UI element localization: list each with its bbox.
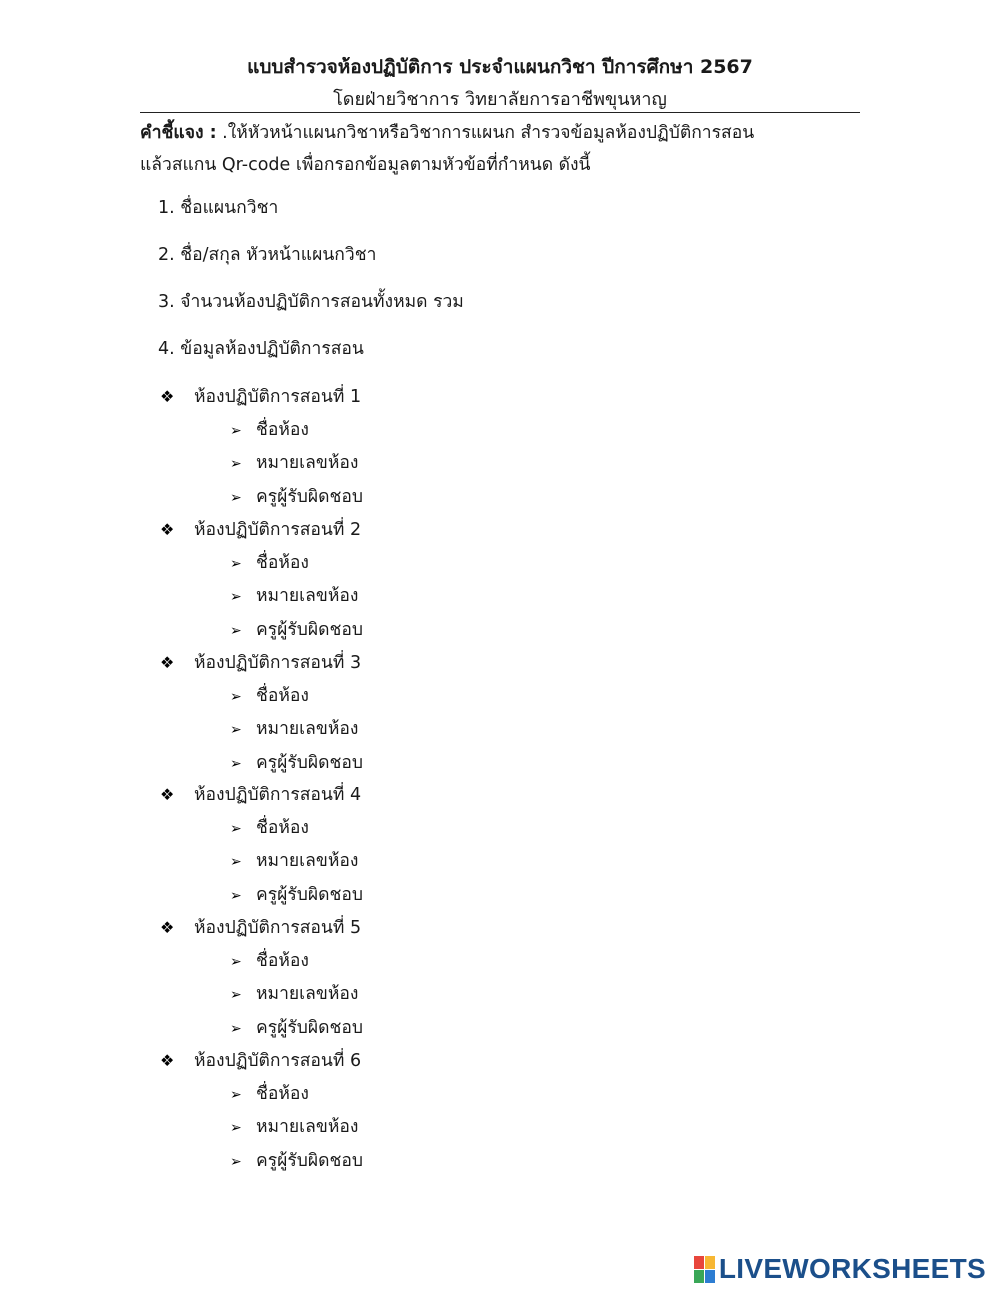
- room-teacher-field: [230, 1016, 363, 1041]
- room-number-field: [230, 584, 358, 609]
- room-name-field: [230, 1082, 309, 1107]
- room-field-label: หมายเลขห้อง: [256, 719, 359, 739]
- room-number-field: [230, 451, 358, 476]
- arrow-bullet-icon: ➢: [230, 623, 242, 639]
- room-number-field: [230, 717, 358, 742]
- arrow-bullet-icon: ➢: [230, 987, 242, 1003]
- diamond-bullet-icon: ❖: [160, 918, 175, 937]
- list-item-room-count: 3. จำนวนห้องปฏิบัติการสอนทั้งหมด รวม: [158, 292, 464, 312]
- arrow-bullet-icon: ➢: [230, 888, 242, 904]
- arrow-bullet-icon: ➢: [230, 756, 242, 772]
- room-heading-6: [160, 1049, 361, 1073]
- document-subtitle: โดยฝ่ายวิชาการ วิทยาลัยการอาชีพขุนหาญ: [333, 89, 667, 110]
- list-item-room-info: 4. ข้อมูลห้องปฏิบัติการสอน: [158, 339, 364, 359]
- arrow-bullet-icon: ➢: [230, 1087, 242, 1103]
- room-number-field: [230, 1115, 358, 1140]
- room-heading-3: [160, 651, 361, 675]
- room-heading-4: [160, 783, 361, 807]
- logo-square-blue: [705, 1270, 715, 1283]
- room-heading-label: ห้องปฏิบัติการสอนที่ 6: [194, 1051, 362, 1071]
- room-name-field: [230, 551, 309, 576]
- room-field-label: ครูผู้รับผิดชอบ: [256, 620, 363, 640]
- diamond-bullet-icon: ❖: [160, 387, 175, 406]
- room-field-label: หมายเลขห้อง: [256, 586, 359, 606]
- room-name-field: [230, 949, 309, 974]
- room-heading-5: [160, 916, 361, 940]
- room-teacher-field: [230, 1149, 363, 1174]
- instructions-text-line1: .ให้หัวหน้าแผนกวิชาหรือวิชาการแผนก สำรวจข้อมูลห้องปฏิบัติการสอน: [216, 123, 755, 143]
- room-number-field: [230, 849, 358, 874]
- room-field-label: ชื่อห้อง: [256, 951, 309, 971]
- diamond-bullet-icon: ❖: [160, 1051, 175, 1070]
- room-number-field: [230, 982, 358, 1007]
- room-field-label: ครูผู้รับผิดชอบ: [256, 487, 363, 507]
- room-field-label: หมายเลขห้อง: [256, 1117, 359, 1137]
- list-item-department: 1. ชื่อแผนกวิชา: [158, 198, 279, 218]
- diamond-bullet-icon: ❖: [160, 653, 175, 672]
- room-teacher-field: [230, 485, 363, 510]
- document-title: แบบสำรวจห้องปฏิบัติการ ประจำแผนกวิชา ปีการศึกษา 2567: [247, 56, 753, 78]
- room-name-field: [230, 418, 309, 443]
- room-field-label: ครูผู้รับผิดชอบ: [256, 1151, 363, 1171]
- arrow-bullet-icon: ➢: [230, 556, 242, 572]
- arrow-bullet-icon: ➢: [230, 1154, 242, 1170]
- room-heading-label: ห้องปฏิบัติการสอนที่ 5: [194, 918, 362, 938]
- logo-square-red: [694, 1256, 704, 1269]
- logo-mark-icon: [694, 1256, 715, 1283]
- room-teacher-field: [230, 618, 363, 643]
- arrow-bullet-icon: ➢: [230, 854, 242, 870]
- room-heading-label: ห้องปฏิบัติการสอนที่ 3: [194, 653, 362, 673]
- logo-square-yellow: [705, 1256, 715, 1269]
- room-teacher-field: [230, 751, 363, 776]
- instructions-text-line2: แล้วสแกน Qr-code เพื่อกรอกข้อมูลตามหัวข้อที่กำหนด ดังนี้: [140, 155, 591, 175]
- list-item-head-name: 2. ชื่อ/สกุล หัวหน้าแผนกวิชา: [158, 245, 377, 265]
- arrow-bullet-icon: ➢: [230, 490, 242, 506]
- room-field-label: ชื่อห้อง: [256, 1084, 309, 1104]
- room-field-label: หมายเลขห้อง: [256, 851, 359, 871]
- arrow-bullet-icon: ➢: [230, 1021, 242, 1037]
- room-teacher-field: [230, 883, 363, 908]
- room-heading-label: ห้องปฏิบัติการสอนที่ 1: [194, 387, 362, 407]
- room-field-label: ชื่อห้อง: [256, 553, 309, 573]
- room-field-label: ชื่อห้อง: [256, 420, 309, 440]
- arrow-bullet-icon: ➢: [230, 722, 242, 738]
- room-field-label: ครูผู้รับผิดชอบ: [256, 753, 363, 773]
- room-heading-label: ห้องปฏิบัติการสอนที่ 2: [194, 520, 362, 540]
- instructions-label: คำชี้แจง :: [140, 123, 217, 143]
- diamond-bullet-icon: ❖: [160, 785, 175, 804]
- liveworksheets-logo: [694, 1252, 986, 1286]
- logo-square-green: [694, 1270, 704, 1283]
- room-heading-2: [160, 518, 361, 542]
- room-name-field: [230, 816, 309, 841]
- arrow-bullet-icon: ➢: [230, 689, 242, 705]
- arrow-bullet-icon: ➢: [230, 821, 242, 837]
- room-field-label: ชื่อห้อง: [256, 686, 309, 706]
- instructions: [140, 117, 880, 181]
- arrow-bullet-icon: ➢: [230, 456, 242, 472]
- room-name-field: [230, 684, 309, 709]
- arrow-bullet-icon: ➢: [230, 1120, 242, 1136]
- room-field-label: ครูผู้รับผิดชอบ: [256, 885, 363, 905]
- arrow-bullet-icon: ➢: [230, 423, 242, 439]
- room-field-label: ครูผู้รับผิดชอบ: [256, 1018, 363, 1038]
- room-field-label: หมายเลขห้อง: [256, 453, 359, 473]
- title-divider: [140, 112, 860, 113]
- room-heading-1: [160, 385, 361, 409]
- arrow-bullet-icon: ➢: [230, 954, 242, 970]
- room-heading-label: ห้องปฏิบัติการสอนที่ 4: [194, 785, 362, 805]
- room-field-label: ชื่อห้อง: [256, 818, 309, 838]
- arrow-bullet-icon: ➢: [230, 589, 242, 605]
- logo-text: LIVEWORKSHEETS: [718, 1253, 986, 1284]
- diamond-bullet-icon: ❖: [160, 520, 175, 539]
- room-field-label: หมายเลขห้อง: [256, 984, 359, 1004]
